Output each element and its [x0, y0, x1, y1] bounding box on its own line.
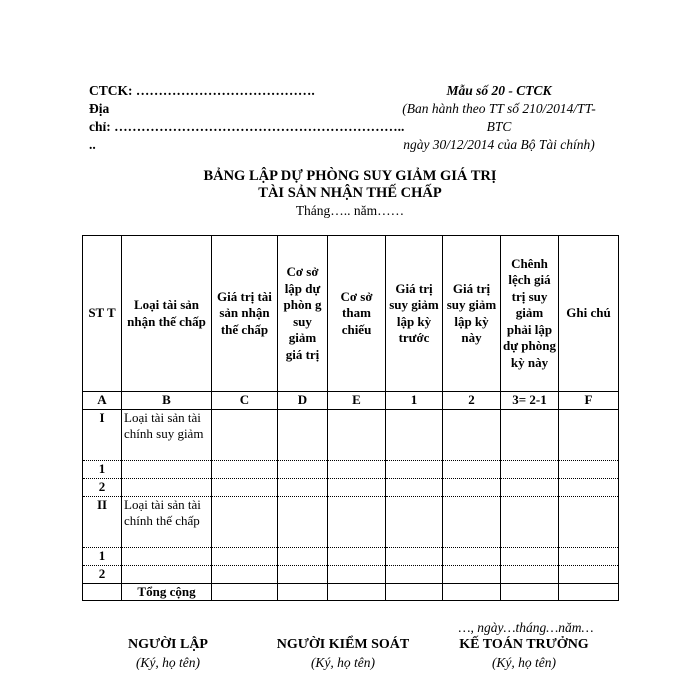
- col-header-notes: Ghi chú: [559, 236, 619, 392]
- table-row: [83, 460, 619, 478]
- issued-by-line2: BTC: [486, 119, 512, 134]
- document-title-line1: BẢNG LẬP DỰ PHÒNG SUY GIẢM GIÁ TRỊ: [203, 168, 497, 184]
- chief-accountant-signature: [424, 636, 624, 672]
- column-code: E: [328, 392, 386, 410]
- column-code-row: [83, 392, 619, 410]
- column-code: A: [83, 392, 122, 410]
- signature-date: …, ngày…tháng…năm…: [458, 620, 594, 635]
- controller-signature: [243, 636, 443, 672]
- document-title-line2: TÀI SẢN NHẬN THẾ CHẤP: [258, 185, 442, 201]
- column-code: 3= 2-1: [501, 392, 559, 410]
- column-code: D: [278, 392, 328, 410]
- row-asset-type: [122, 565, 212, 583]
- provision-table: [82, 235, 619, 601]
- form-number: Mẫu số 20 - CTCK: [446, 83, 552, 98]
- column-code: B: [122, 392, 212, 410]
- total-row: [83, 583, 619, 601]
- col-header-asset-type: Loại tài sản nhận thế chấp: [122, 236, 212, 392]
- controller-title: NGƯỜI KIỂM SOÁT: [276, 637, 410, 652]
- row-asset-type: [122, 478, 212, 496]
- col-header-difference: Chênh lệch giá trị suy giảm phải lập dự phòng kỳ này: [501, 236, 559, 392]
- row-asset-type: [122, 547, 212, 565]
- column-code: C: [212, 392, 278, 410]
- column-code: F: [559, 392, 619, 410]
- address-label: Địa: [89, 101, 110, 116]
- chief-accountant-title: KẾ TOÁN TRƯỞNG: [459, 637, 589, 652]
- col-header-asset-value: Giá trị tài sản nhận thế chấp: [212, 236, 278, 392]
- row-stt: 2: [83, 565, 122, 583]
- chief-accountant-sign-note: (Ký, họ tên): [491, 655, 557, 670]
- col-header-reference-basis: Cơ sở tham chiếu: [328, 236, 386, 392]
- row-stt: I: [83, 409, 122, 460]
- row-stt: II: [83, 496, 122, 547]
- col-header-stt: ST T: [83, 236, 122, 392]
- row-stt: 1: [83, 547, 122, 565]
- table-row: [83, 547, 619, 565]
- col-header-previous-impairment: Giá trị suy giảm lập kỳ trước: [386, 236, 443, 392]
- row-asset-type: [122, 460, 212, 478]
- row-asset-type: Loại tài sản tài chính thế chấp: [122, 496, 212, 547]
- form-reference: [385, 82, 613, 154]
- preparer-signature: [68, 636, 268, 672]
- preparer-title: NGƯỜI LẬP: [128, 637, 208, 652]
- column-code: 2: [443, 392, 501, 410]
- table-row: [83, 478, 619, 496]
- address-continuation: ..: [89, 137, 96, 152]
- issued-by-line1: (Ban hành theo TT số 210/2014/TT-: [402, 101, 596, 116]
- ctck-line: CTCK: ………………………………….: [89, 83, 315, 98]
- table-header-row: [83, 236, 619, 392]
- controller-sign-note: (Ký, họ tên): [310, 655, 376, 670]
- column-code: 1: [386, 392, 443, 410]
- company-info: [89, 82, 405, 154]
- col-header-provision-basis: Cơ sở lập dự phòn g suy giảm giá trị: [278, 236, 328, 392]
- total-label: Tổng cộng: [122, 583, 212, 601]
- row-asset-type: Loại tài sản tài chính suy giảm: [122, 409, 212, 460]
- table-row: [83, 409, 619, 460]
- row-stt: 2: [83, 478, 122, 496]
- report-period: Tháng….. năm……: [295, 203, 405, 218]
- row-stt: 1: [83, 460, 122, 478]
- table-row: [83, 496, 619, 547]
- table-row: [83, 565, 619, 583]
- preparer-sign-note: (Ký, họ tên): [135, 655, 201, 670]
- col-header-current-impairment: Giá trị suy giảm lập kỳ này: [443, 236, 501, 392]
- address-line: chỉ: ………………………………………………………..: [89, 119, 405, 134]
- issued-by-line3: ngày 30/12/2014 của Bộ Tài chính): [403, 137, 595, 152]
